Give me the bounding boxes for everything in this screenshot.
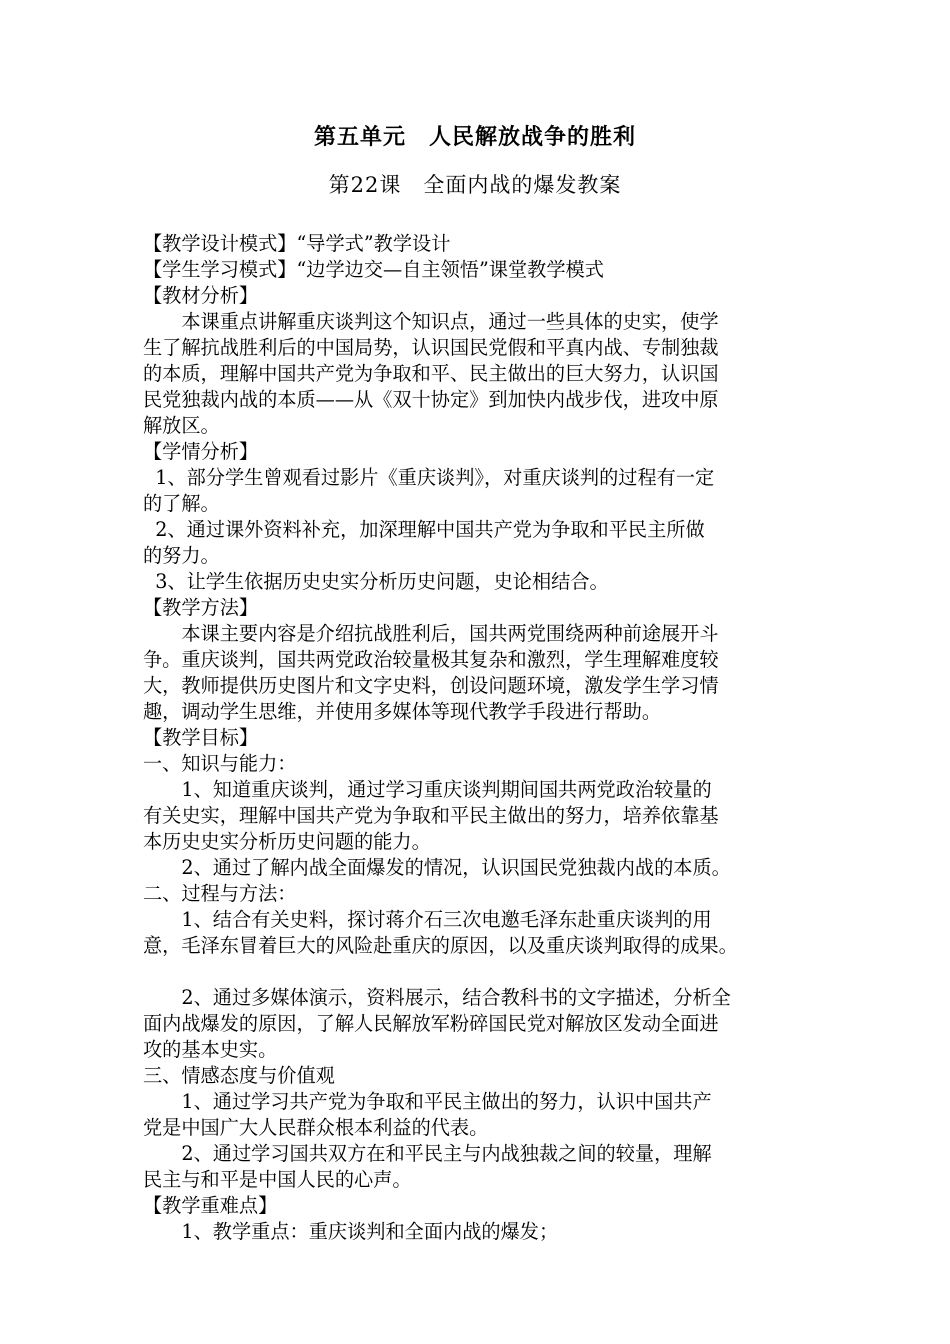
text-line: 的本质，理解中国共产党为争取和平、民主做出的巨大努力，认识国 (143, 362, 719, 385)
text-line: 大，教师提供历史图片和文字史料，创设问题环境，激发学生学习情 (143, 674, 719, 697)
text-line: 三、情感态度与价值观 (143, 1064, 335, 1087)
text-line: 【学生学习模式】“边学边交—自主领悟”课堂教学模式 (143, 258, 604, 281)
text-line: 的了解。 (143, 492, 220, 515)
text-line: 1、结合有关史料，探讨蒋介石三次电邀毛泽东赴重庆谈判的用 (143, 908, 712, 931)
text-line: 【教学设计模式】“导学式”教学设计 (143, 232, 451, 255)
text-line: 一、知识与能力： (143, 752, 297, 775)
text-line: 2、通过了解内战全面爆发的情况，认识国民党独裁内战的本质。 (143, 856, 731, 879)
text-line: 1、教学重点：重庆谈判和全面内战的爆发； (143, 1220, 559, 1243)
text-line: 生了解抗战胜利后的中国局势，认识国民党假和平真内战、专制独裁 (143, 336, 719, 359)
text-line: 【教学重难点】 (143, 1194, 278, 1217)
text-line: 解放区。 (143, 414, 220, 437)
text-line: 【教材分析】 (143, 284, 259, 307)
text-line: 攻的基本史实。 (143, 1038, 278, 1061)
text-line: 民党独裁内战的本质——从《双十协定》到加快内战步伐，进攻中原 (143, 388, 719, 411)
text-line: 2、通过课外资料补充，加深理解中国共产党为争取和平民主所做 (143, 518, 705, 541)
text-line: 意，毛泽东冒着巨大的风险赴重庆的原因，以及重庆谈判取得的成果。 (143, 934, 738, 957)
text-line: 面内战爆发的原因，了解人民解放军粉碎国民党对解放区发动全面进 (143, 1012, 719, 1035)
text-line: 趣，调动学生思维，并使用多媒体等现代教学手段进行帮助。 (143, 700, 662, 723)
text-line: 二、过程与方法： (143, 882, 297, 905)
text-line: 本课主要内容是介绍抗战胜利后，国共两党围绕两种前途展开斗 (143, 622, 719, 645)
text-line: 【教学方法】 (143, 596, 259, 619)
text-line: 的努力。 (143, 544, 220, 567)
unit-title: 第五单元 人民解放战争的胜利 (313, 125, 636, 150)
text-line: 3、让学生依据历史史实分析历史问题，史论相结合。 (143, 570, 609, 593)
text-line: 争。重庆谈判，国共两党政治较量极其复杂和激烈，学生理解难度较 (143, 648, 719, 671)
lesson-title: 第22课 全面内战的爆发教案 (328, 173, 622, 197)
text-line: 【教学目标】 (143, 726, 259, 749)
text-line: 本历史史实分析历史问题的能力。 (143, 830, 431, 853)
text-line: 2、通过学习国共双方在和平民主与内战独裁之间的较量，理解 (143, 1142, 712, 1165)
text-line: 1、通过学习共产党为争取和平民主做出的努力，认识中国共产 (143, 1090, 712, 1113)
text-line: 有关史实，理解中国共产党为争取和平民主做出的努力，培养依靠基 (143, 804, 719, 827)
text-line: 1、知道重庆谈判，通过学习重庆谈判期间国共两党政治较量的 (143, 778, 712, 801)
text-line: 2、通过多媒体演示，资料展示，结合教科书的文字描述，分析全 (143, 986, 731, 1009)
text-line: 1、部分学生曾观看过影片《重庆谈判》，对重庆谈判的过程有一定 (143, 466, 715, 489)
text-line: 本课重点讲解重庆谈判这个知识点，通过一些具体的史实，使学 (143, 310, 719, 333)
text-line: 【学情分析】 (143, 440, 259, 463)
text-line: 民主与和平是中国人民的心声。 (143, 1168, 412, 1191)
text-line (143, 959, 823, 985)
text-line: 党是中国广大人民群众根本利益的代表。 (143, 1116, 489, 1139)
document-body (143, 231, 823, 1245)
